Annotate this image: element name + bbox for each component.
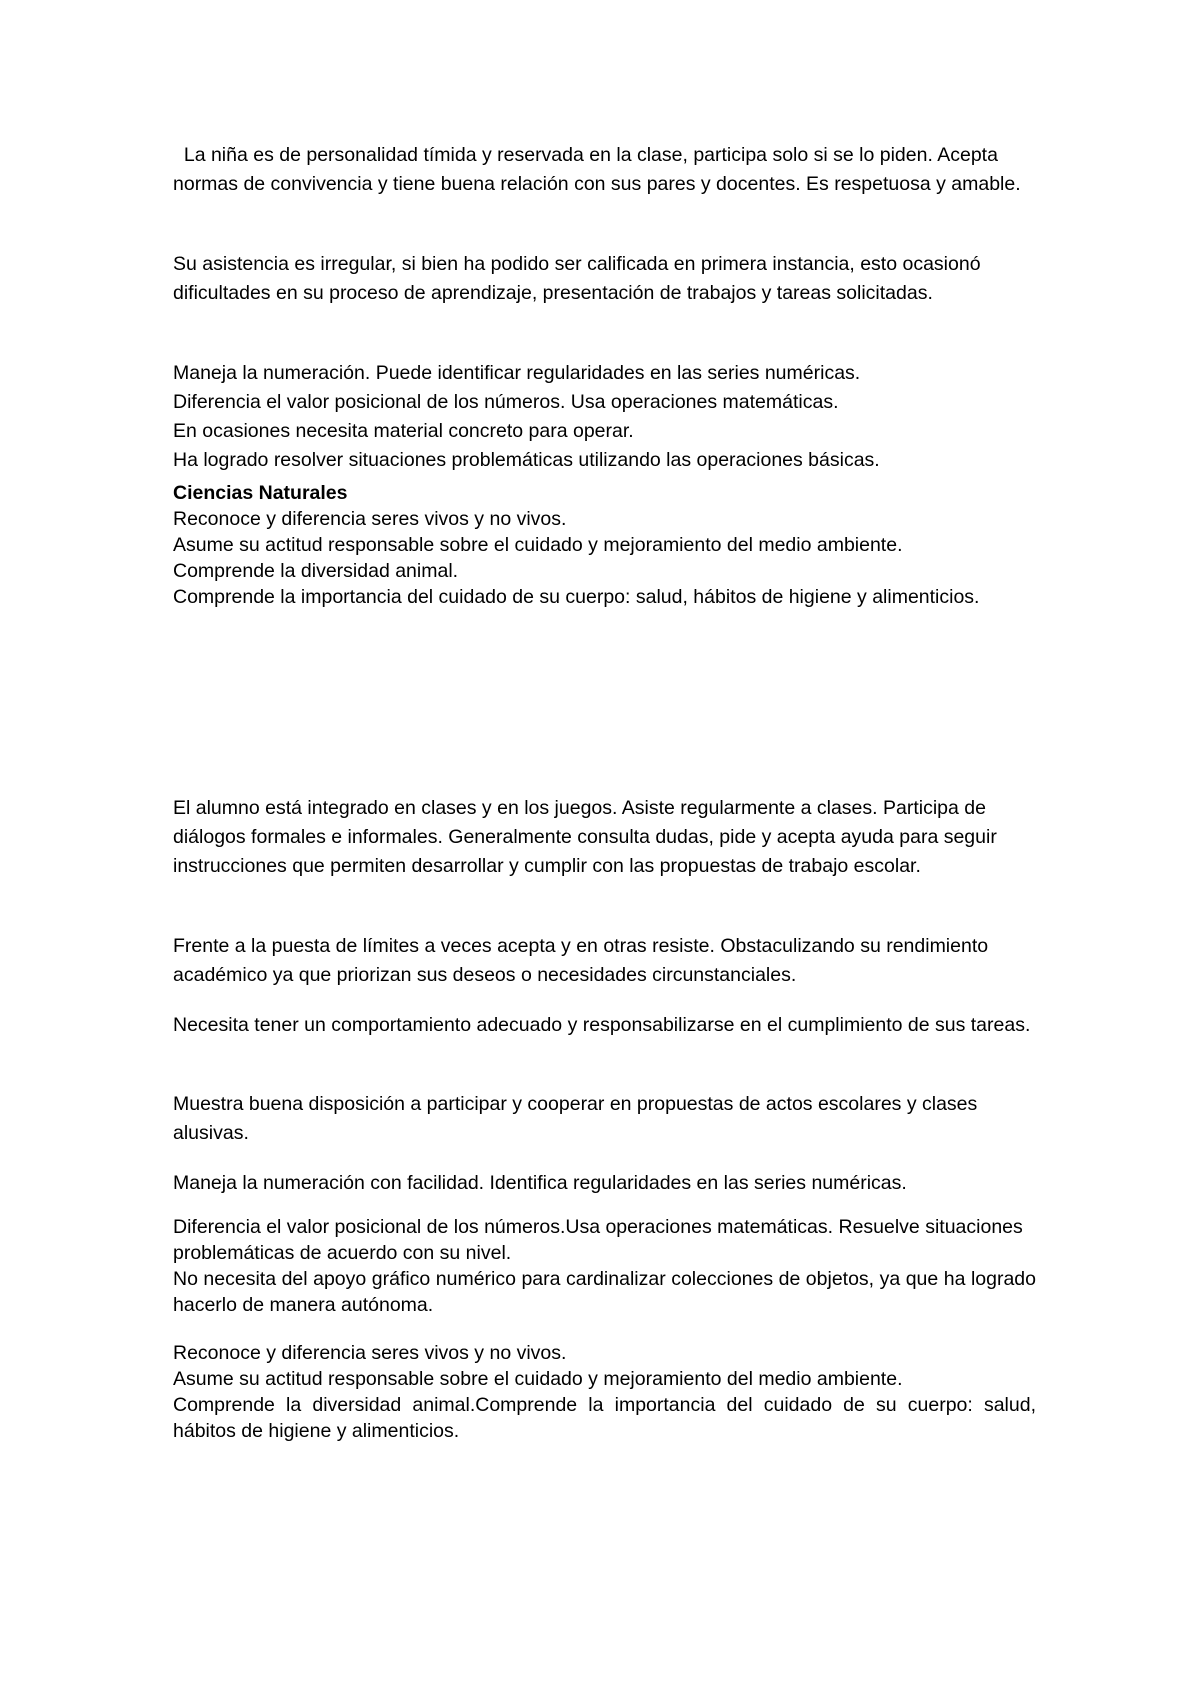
paragraph-text: Frente a la puesta de límites a veces acepta y en otras resiste. Obstaculizando su rendimiento académico ya que priorizan sus deseos o necesidades circunstanciales. (173, 935, 989, 986)
math-line: Ha logrado resolver situaciones problemáticas utilizando las operaciones básicas. (173, 449, 880, 471)
paragraph-math-skills (173, 1214, 1036, 1318)
math-line: En ocasiones necesita material concreto para operar. (173, 420, 634, 442)
paragraph-limits (173, 932, 1036, 990)
paragraph-text: Su asistencia es irregular, si bien ha podido ser calificada en primera instancia, esto ocasionó dificultades en su proceso de aprendizaje, presentación de trabajos y tareas solicitadas. (173, 253, 981, 304)
paragraph-text: No necesita del apoyo gráfico numérico para cardinalizar colecciones de objetos, ya que ha logrado hacerlo de manera autónoma. (173, 1268, 1036, 1316)
science-line: Reconoce y diferencia seres vivos y no vivos. (173, 508, 567, 530)
science-line: Comprende la diversidad animal. (173, 560, 459, 582)
section-heading: Ciencias Naturales (173, 482, 348, 504)
paragraph-personality (173, 141, 1036, 199)
paragraph-integration (173, 794, 1036, 881)
math-line: Diferencia el valor posicional de los números. Usa operaciones matemáticas. (173, 391, 839, 413)
paragraph-disposition (173, 1090, 1036, 1148)
paragraph-text: Necesita tener un comportamiento adecuado y responsabilizarse en el cumplimiento de sus tareas. (173, 1014, 1031, 1036)
paragraph-text: El alumno está integrado en clases y en los juegos. Asiste regularmente a clases. Participa de diálogos formales e informales. Generalmente consulta dudas, pide y acepta ayuda para seguir instrucciones que permiten desarrollar y cumplir con las propuestas de trabajo escolar. (173, 797, 997, 877)
paragraph-text: Diferencia el valor posicional de los números.Usa operaciones matemáticas. Resuelve situaciones problemáticas de acuerdo con su nivel. (173, 1216, 1023, 1264)
science-paragraph: Comprende la diversidad animal.Comprende la importancia del cuidado de su cuerpo: salud, hábitos de higiene y alimenticios. (173, 1394, 1036, 1442)
science-section-2 (173, 1340, 1036, 1444)
science-line: Asume su actitud responsable sobre el cuidado y mejoramiento del medio ambiente. (173, 534, 903, 556)
science-paragraph: Comprende la importancia del cuidado de su cuerpo: salud, hábitos de higiene y alimenticios. (173, 586, 980, 608)
math-line: Maneja la numeración. Puede identificar regularidades en las series numéricas. (173, 362, 861, 384)
math-list (173, 359, 1036, 475)
paragraph-numeration (173, 1169, 1036, 1198)
paragraph-text: La niña es de personalidad tímida y reservada en la clase, participa solo si se lo piden. Acepta normas de convivencia y tiene buena relación con sus pares y docentes. Es respetuosa y amable. (173, 144, 1021, 195)
paragraph-text: Maneja la numeración con facilidad. Identifica regularidades en las series numéricas. (173, 1172, 907, 1194)
science-line: Asume su actitud responsable sobre el cuidado y mejoramiento del medio ambiente. (173, 1368, 903, 1390)
science-line: Reconoce y diferencia seres vivos y no vivos. (173, 1342, 567, 1364)
paragraph-text: Muestra buena disposición a participar y cooperar en propuestas de actos escolares y clases alusivas. (173, 1093, 978, 1144)
science-section (173, 480, 1036, 610)
paragraph-attendance (173, 250, 1036, 308)
paragraph-behaviour (173, 1011, 1036, 1040)
